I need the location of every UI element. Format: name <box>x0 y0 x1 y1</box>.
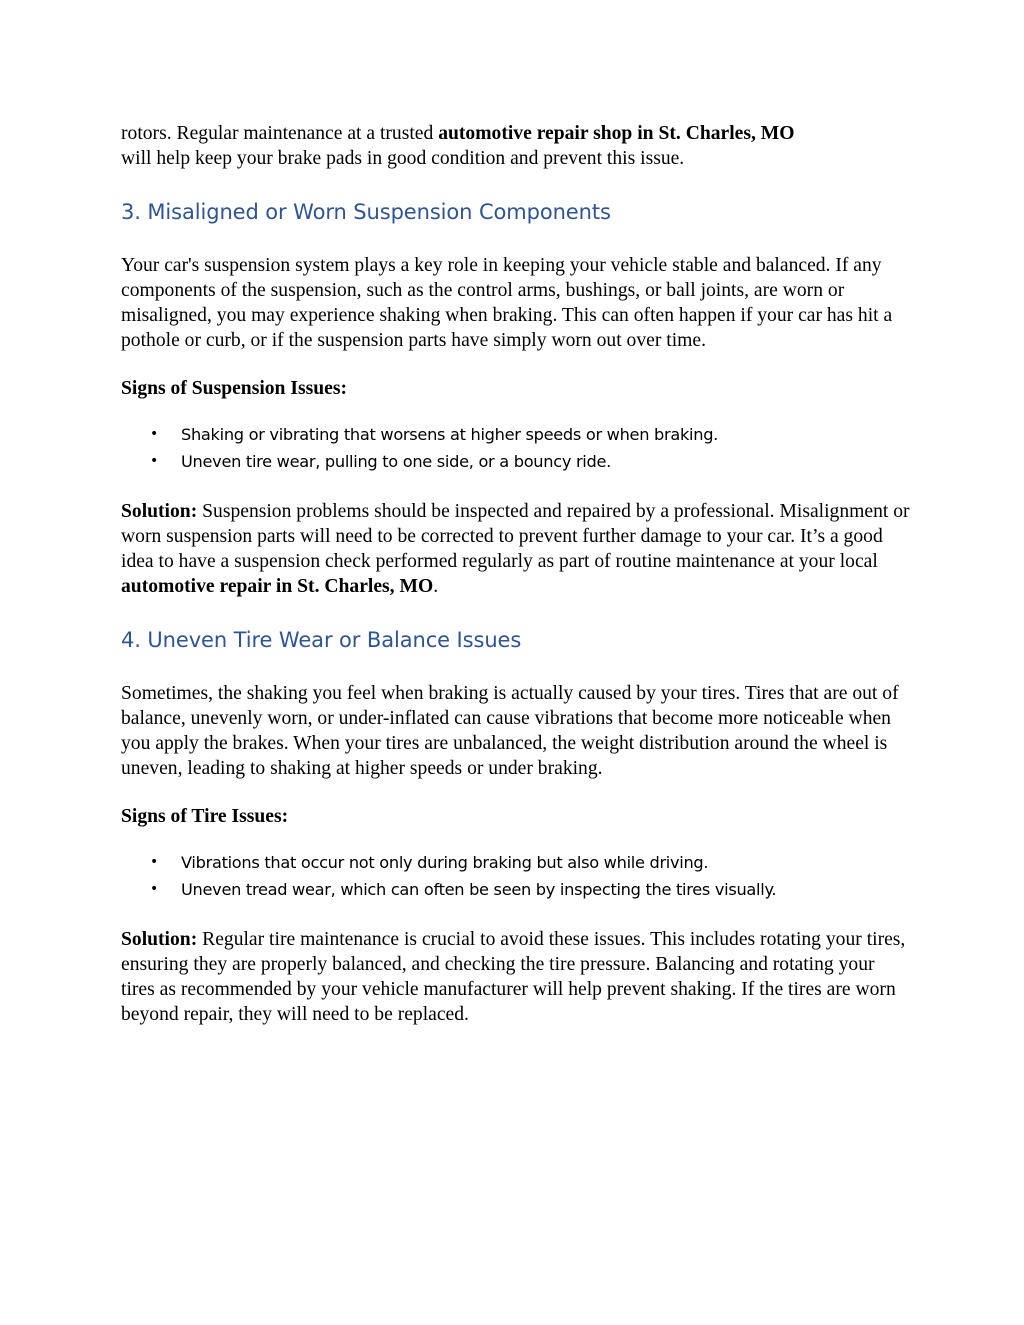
section-3-paragraph: Your car's suspension system plays a key role in keeping your vehicle stable and balanced. If any components of the suspension, such as the control arms, bushings, or ball joints, are worn or misaligned, you may experience shaking when braking. This can often happen if your car has hit a pothole or curb, or if the suspension parts have simply worn out over time. <box>121 255 893 351</box>
section-4-signs-list <box>121 849 911 903</box>
list-item-text: Shaking or vibrating that worsens at higher speeds or when braking. <box>181 425 719 444</box>
bullet-icon: • <box>150 426 158 442</box>
section-4-paragraph: Sometimes, the shaking you feel when braking is actually caused by your tires. Tires that are out of balance, unevenly worn, or under-inflated can cause vibrations that become more noticeable when you apply the brakes. When your tires are unbalanced, the weight distribution around the wheel is uneven, leading to shaking at higher speeds or under braking. <box>121 683 899 779</box>
list-item <box>121 421 911 448</box>
bullet-icon: • <box>150 854 158 870</box>
section-3-signs-list <box>121 421 911 475</box>
section-4-signs-label: Signs of Tire Issues: <box>121 806 289 827</box>
solution-label: Solution: <box>121 501 198 522</box>
intro-bold-link-text: automotive repair shop in St. Charles, MO <box>438 123 795 144</box>
solution-bold-link-text: automotive repair in St. Charles, MO <box>121 576 434 597</box>
section-4-heading: 4. Uneven Tire Wear or Balance Issues <box>121 628 522 652</box>
solution-end: . <box>433 576 439 597</box>
intro-text: rotors. Regular maintenance at a trusted <box>121 123 439 144</box>
solution-text: Suspension problems should be inspected and repaired by a professional. Misalignment or worn suspension parts will need to be corrected to prevent further damage to your car. It’s a good idea to have a suspension check performed regularly as part of routine maintenance at your local <box>121 501 910 572</box>
list-item <box>121 448 911 475</box>
solution-label: Solution: <box>121 929 198 950</box>
intro-text-line2: will help keep your brake pads in good condition and prevent this issue. <box>121 148 685 169</box>
list-item-text: Vibrations that occur not only during braking but also while driving. <box>181 853 709 872</box>
list-item <box>121 876 911 903</box>
section-3-signs-label: Signs of Suspension Issues: <box>121 378 347 399</box>
bullet-icon: • <box>150 881 158 897</box>
list-item-text: Uneven tread wear, which can often be seen by inspecting the tires visually. <box>181 880 777 899</box>
list-item <box>121 849 911 876</box>
section-4-solution <box>121 927 911 1027</box>
bullet-icon: • <box>150 453 158 469</box>
list-item-text: Uneven tire wear, pulling to one side, or a bouncy ride. <box>181 452 611 471</box>
section-3-solution <box>121 499 911 599</box>
intro-paragraph <box>121 121 911 171</box>
section-3-heading: 3. Misaligned or Worn Suspension Components <box>121 200 611 224</box>
solution-text: Regular tire maintenance is crucial to avoid these issues. This includes rotating your tires, ensuring they are properly balanced, and checking the tire pressure. Balancing and rotating your tires as recommended by your vehicle manufacturer will help prevent shaking. If the tires are worn beyond repair, they will need to be replaced. <box>121 929 906 1025</box>
document-content <box>121 121 911 1027</box>
